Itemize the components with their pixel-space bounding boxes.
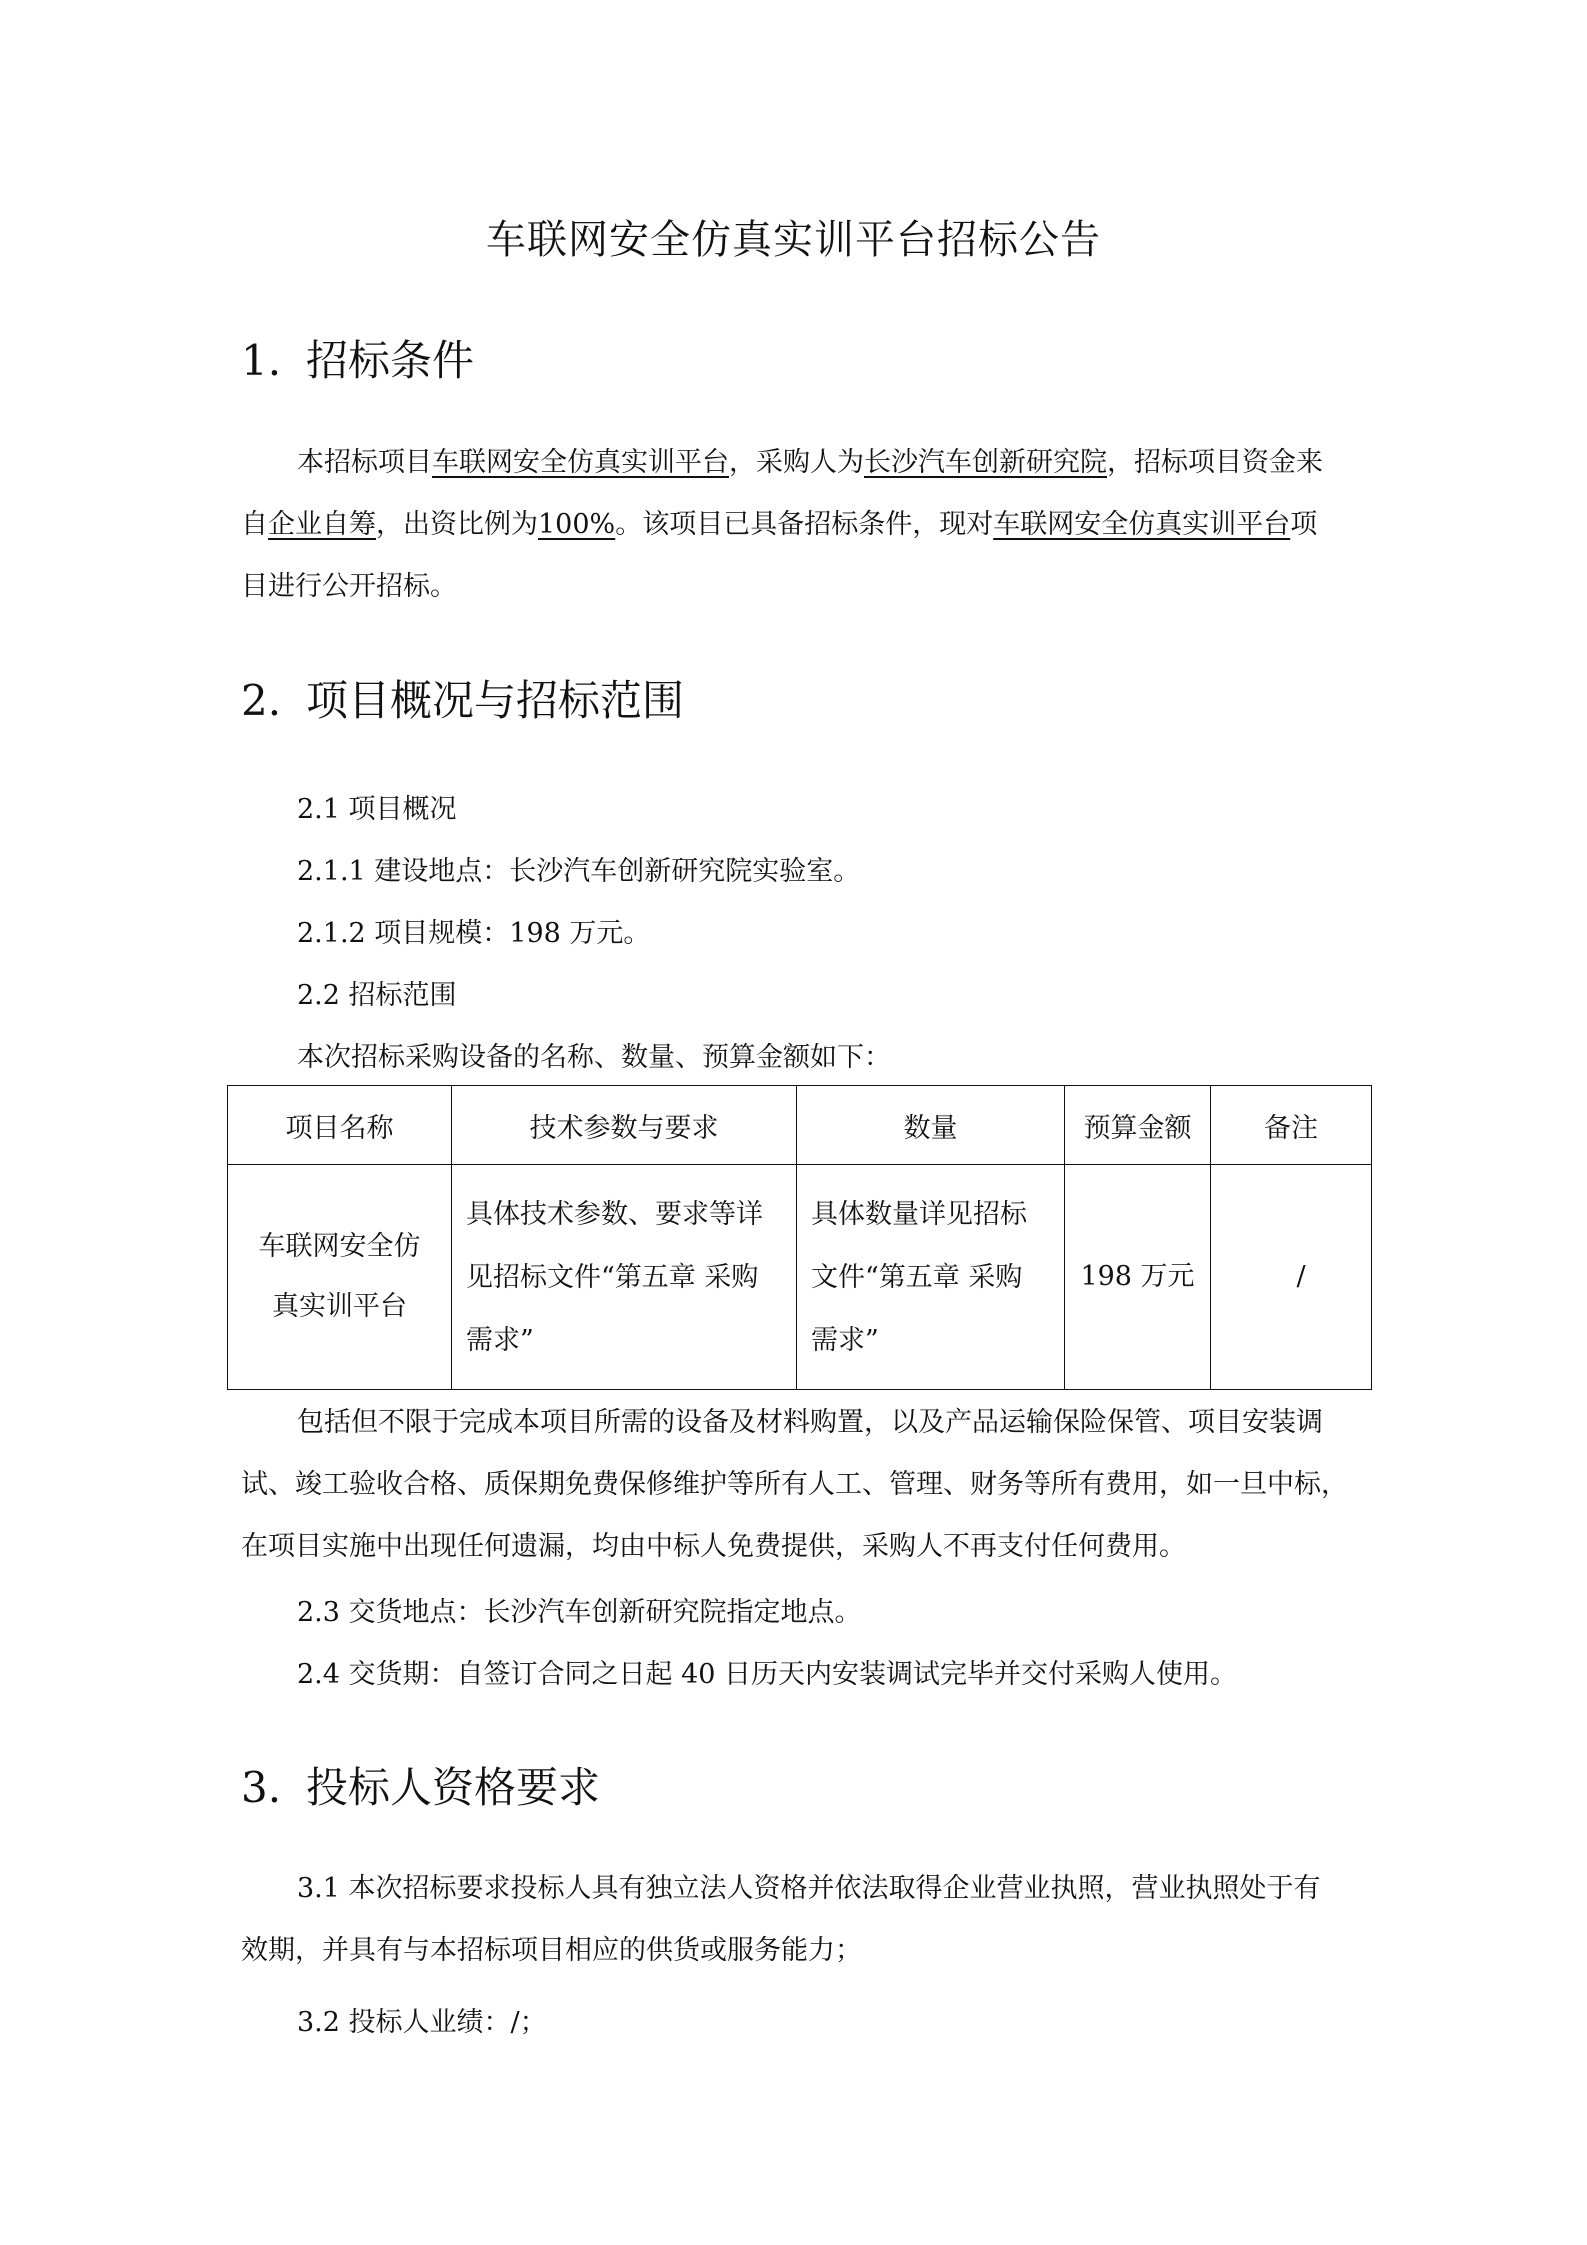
header-budget: 预算金额 xyxy=(1065,1086,1211,1165)
section-heading-3 xyxy=(241,1755,600,1815)
project-name-underlined: 车联网安全仿真实训平台 xyxy=(993,509,1291,540)
section-1-paragraph xyxy=(241,432,1356,618)
subsection-2-2: 2.2 招标范围 xyxy=(297,980,457,1011)
table-row xyxy=(228,1165,1372,1390)
cell-line: 需求” xyxy=(811,1324,879,1356)
paragraph-line: 目进行公开招标。 xyxy=(241,571,457,602)
table-header-row xyxy=(228,1086,1372,1165)
cell-tech-requirements xyxy=(452,1165,797,1390)
section-title: 招标条件 xyxy=(306,336,475,385)
paragraph-line xyxy=(241,432,1356,494)
cell-line: 车联网安全仿 xyxy=(258,1231,421,1262)
section-title: 投标人资格要求 xyxy=(306,1763,601,1812)
delivery-location: 2.3 交货地点：长沙汽车创新研究院指定地点。 xyxy=(297,1597,862,1628)
cell-line: 真实训平台 xyxy=(272,1291,407,1322)
paragraph-line: 效期，并具有与本招标项目相应的供货或服务能力； xyxy=(241,1935,862,1966)
delivery-period: 2.4 交货期：自签订合同之日起 40 日历天内安装调试完毕并交付采购人使用。 xyxy=(297,1659,1238,1690)
cell-remark: / xyxy=(1211,1165,1372,1390)
section-number: 1. xyxy=(241,336,282,385)
section-heading-2 xyxy=(241,668,684,728)
paragraph-line: 试、竣工验收合格、质保期免费保修维护等所有人工、管理、财务等所有费用，如一旦中标， xyxy=(241,1469,1348,1500)
text-run: 项 xyxy=(1290,509,1318,540)
text-run: 本招标项目 xyxy=(297,447,432,478)
section-heading-1 xyxy=(241,328,474,388)
table-intro: 本次招标采购设备的名称、数量、预算金额如下： xyxy=(297,1042,891,1073)
cell-line: 具体技术参数、要求等详 xyxy=(466,1198,763,1230)
funding-underlined: 企业自筹 xyxy=(268,509,376,540)
header-tech-requirements: 技术参数与要求 xyxy=(452,1086,797,1165)
cell-budget: 198 万元 xyxy=(1065,1165,1211,1390)
cell-line: 文件“第五章 采购 xyxy=(811,1261,1023,1293)
procurement-table xyxy=(227,1085,1372,1390)
cell-line: 见招标文件“第五章 采购 xyxy=(466,1261,759,1293)
header-remark: 备注 xyxy=(1211,1086,1372,1165)
paragraph-line: 包括但不限于完成本项目所需的设备及材料购置，以及产品运输保险保管、项目安装调 xyxy=(297,1407,1323,1438)
cell-line: 具体数量详见招标 xyxy=(811,1198,1027,1230)
scale-line: 2.1.2 项目规模：198 万元。 xyxy=(297,918,651,949)
text-run: ，招标项目资金来 xyxy=(1107,447,1323,478)
location-line: 2.1.1 建设地点：长沙汽车创新研究院实验室。 xyxy=(297,856,861,887)
paragraph-line: 在项目实施中出现任何遗漏，均由中标人免费提供，采购人不再支付任何费用。 xyxy=(241,1531,1186,1562)
page-title: 车联网安全仿真实训平台招标公告 xyxy=(486,217,1101,263)
header-quantity: 数量 xyxy=(797,1086,1065,1165)
cell-line: 需求” xyxy=(466,1324,534,1356)
text-run: ，采购人为 xyxy=(729,447,864,478)
cell-quantity xyxy=(797,1165,1065,1390)
header-project-name: 项目名称 xyxy=(228,1086,452,1165)
section-title: 项目概况与招标范围 xyxy=(306,676,685,725)
section-number: 2. xyxy=(241,676,282,725)
ratio-underlined: 100% xyxy=(538,509,616,540)
cell-project-name xyxy=(228,1165,452,1390)
text-run: 。该项目已具备招标条件，现对 xyxy=(615,509,994,540)
bidder-performance: 3.2 投标人业绩：/； xyxy=(297,2007,547,2038)
text-run: ，出资比例为 xyxy=(376,509,538,540)
text-run: 自 xyxy=(241,509,268,540)
project-name-underlined: 车联网安全仿真实训平台 xyxy=(432,447,729,478)
paragraph-line xyxy=(241,494,1356,556)
section-number: 3. xyxy=(241,1763,282,1812)
paragraph-line: 3.1 本次招标要求投标人具有独立法人资格并依法取得企业营业执照，营业执照处于有 xyxy=(297,1873,1321,1904)
purchaser-underlined: 长沙汽车创新研究院 xyxy=(864,447,1107,478)
scope-paragraph xyxy=(241,1392,1356,1578)
qualification-paragraph xyxy=(241,1858,1356,1982)
subsection-2-1: 2.1 项目概况 xyxy=(297,794,457,825)
